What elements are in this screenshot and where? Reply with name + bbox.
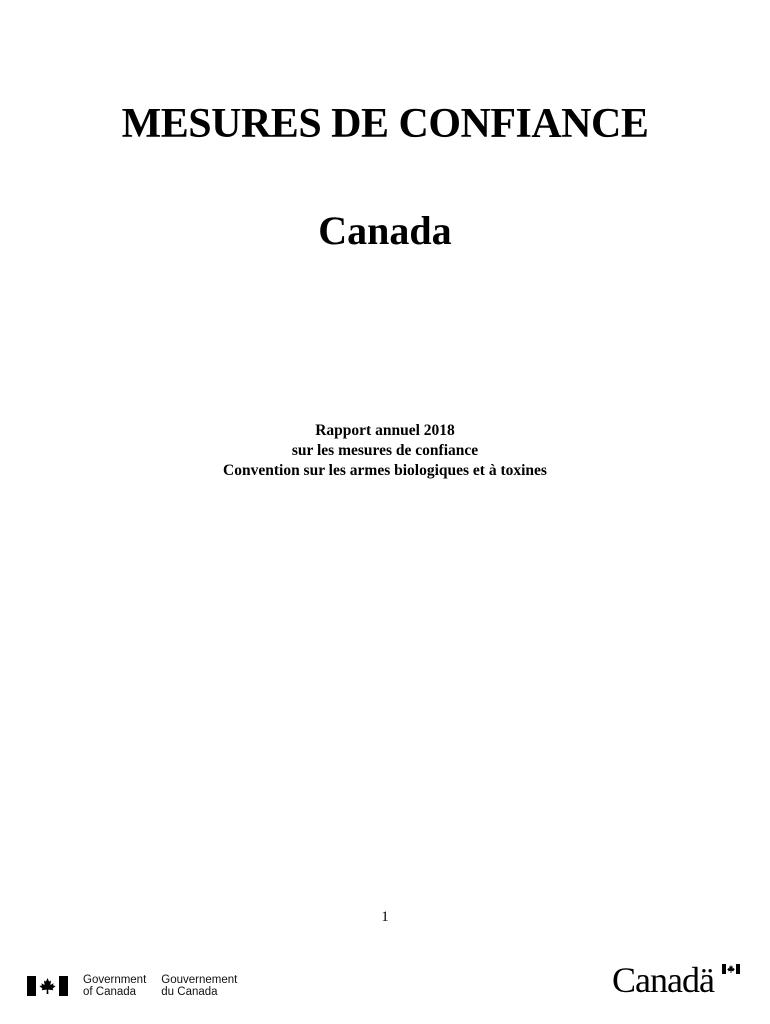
wordmark-text: Canadä: [612, 960, 714, 1000]
document-country: Canada: [318, 208, 452, 253]
page-number: 1: [381, 909, 389, 925]
report-description: [0, 421, 770, 481]
report-line-convention: Convention sur les armes biologiques et à toxines: [223, 462, 547, 479]
signature-english: [83, 974, 146, 998]
signature-english-line-1: Government: [83, 974, 147, 986]
signature-french-line-2: du Canada: [161, 986, 218, 998]
signature-french-line-1: Gouvernement: [161, 974, 238, 986]
signature-french: [161, 974, 237, 998]
document-title: MESURES DE CONFIANCE: [121, 101, 649, 147]
canada-wordmark: [612, 956, 714, 1000]
report-line-year: Rapport annuel 2018: [315, 422, 455, 439]
government-signature: [27, 972, 237, 1000]
signature-english-line-2: of Canada: [83, 986, 137, 998]
canada-flag-icon: [27, 976, 68, 996]
report-line-subject: sur les mesures de confiance: [291, 442, 479, 459]
wordmark-flag-icon: [722, 964, 740, 974]
